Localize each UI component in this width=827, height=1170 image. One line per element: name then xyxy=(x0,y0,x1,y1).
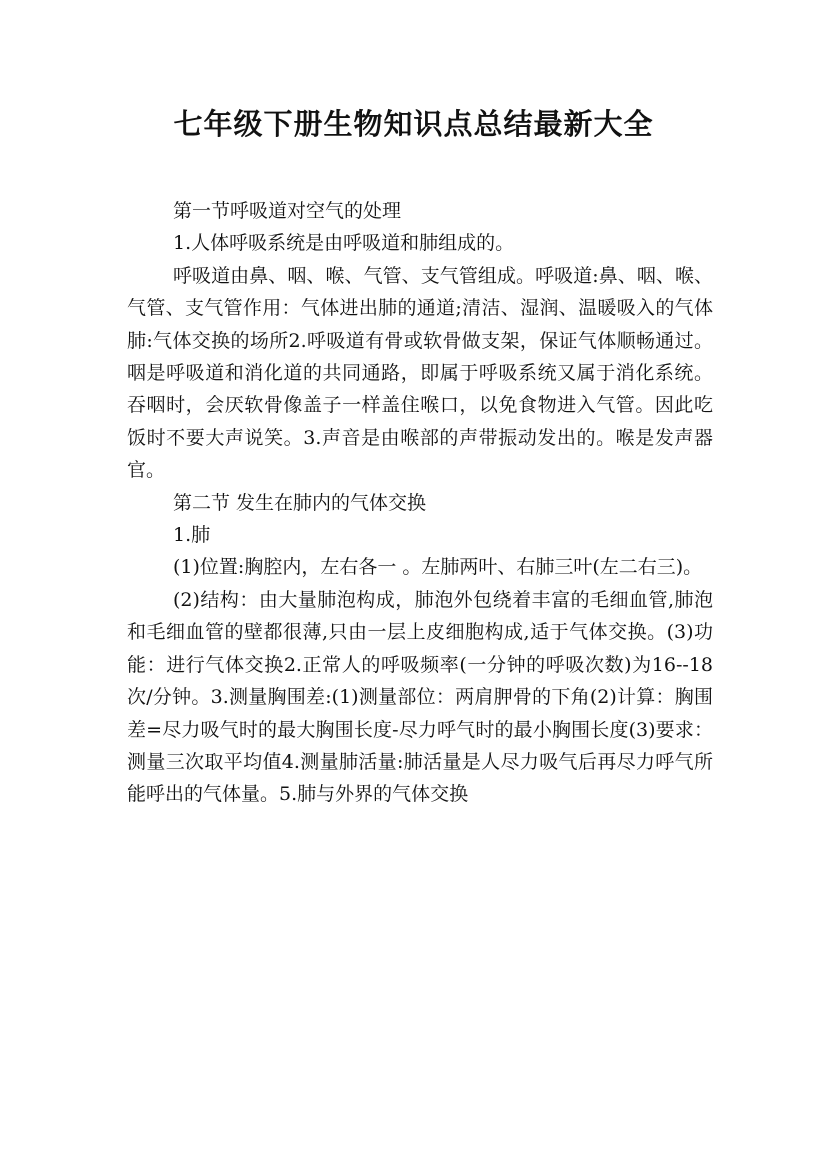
document-body xyxy=(127,195,713,811)
paragraph: (1)位置:胸腔内，左右各一 。左肺两叶、右肺三叶(左二右三)。 xyxy=(173,556,703,579)
paragraph: 呼吸道由鼻、咽、喉、气管、支气管组成。呼吸道:鼻、咽、喉、气管、支气管作用：气体进出肺的通道;清洁、湿润、温暖吸入的气体肺:气体交换的场所2.呼吸道有骨或软骨做支架，保证气体顺畅通过。咽是呼吸道和消化道的共同通路，即属于呼吸系统又属于消化系统。吞咽时，会厌软骨像盖子一样盖住喉口，以免食物进入气管。因此吃饭时不要大声说笑。3.声音是由喉部的声带振动发出的。喉是发声器官。 xyxy=(127,264,713,482)
paragraph: 1.人体呼吸系统是由呼吸道和肺组成的。 xyxy=(173,232,515,255)
section-heading-1: 第一节呼吸道对空气的处理 xyxy=(173,200,402,222)
section-heading-2: 第二节 发生在肺内的气体交换 xyxy=(173,491,427,514)
document-title: 七年级下册生物知识点总结最新大全 xyxy=(173,107,654,141)
paragraph: 1.肺 xyxy=(173,524,211,547)
paragraph: (2)结构：由大量肺泡构成，肺泡外包绕着丰富的毛细血管,肺泡和毛细血管的壁都很薄,只由一层上皮细胞构成,适于气体交换。(3)功能：进行气体交换2.正常人的呼吸频率(一分钟的呼吸次数)为16--18次/分钟。3.测量胸围差:(1)测量部位：两肩胛骨的下角(2)计算：胸围差=尽力吸气时的最大胸围长度-尽力呼气时的最小胸围长度(3)要求：测量三次取平均值4.测量肺活量:肺活量是人尽力吸气后再尽力呼气所能呼出的气体量。5.肺与外界的气体交换 xyxy=(127,588,713,806)
